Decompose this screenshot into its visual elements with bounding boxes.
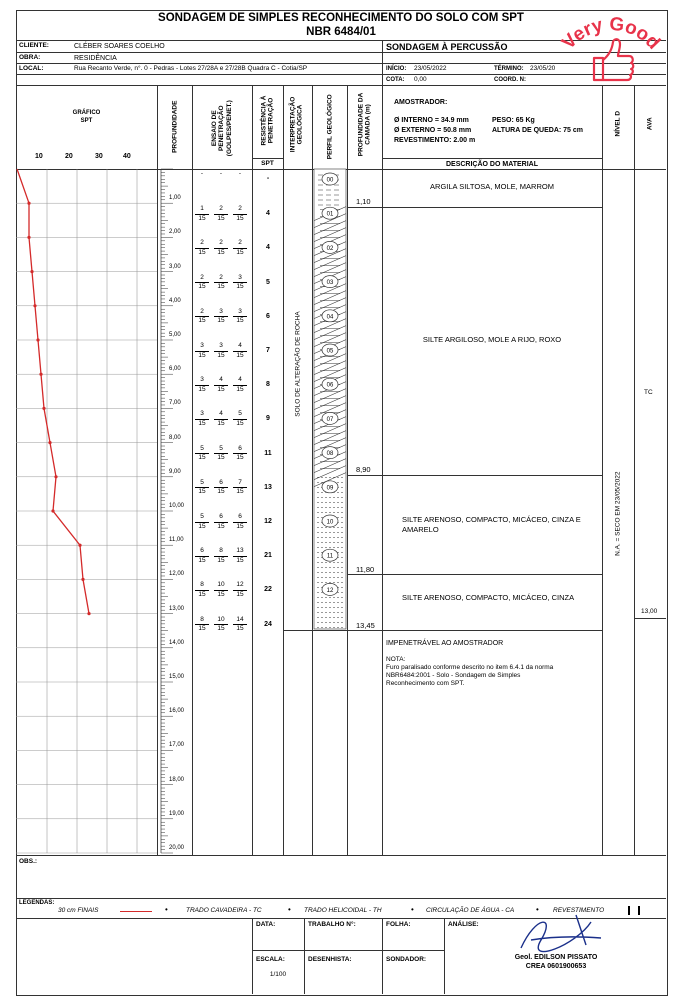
bullet-icon: • [288, 905, 291, 914]
layer-boundary [283, 630, 602, 631]
end-text-1: Furo paralisado conforme descrito no item 6.4.1 da norma [386, 664, 554, 671]
layer-depth-4: 13,45 [356, 621, 375, 630]
spt-point [42, 407, 45, 410]
spt-point [33, 304, 36, 307]
blow-count: $\frac{2}{15}$ [195, 309, 209, 325]
depth-label: 10,00 [169, 503, 185, 509]
spt-value: 13 [264, 483, 272, 491]
ensaio-heading: ENSAIO DE PENETRAÇÃO (GOLPES/PENET.) [210, 100, 233, 157]
spt-point [30, 270, 33, 273]
spt-grid [16, 169, 157, 853]
bullet-icon: • [411, 905, 414, 914]
layer-desc-3: SILTE ARENOSO, COMPACTO, MICÁCEO, CINZA E AMARELO [402, 515, 581, 534]
geological-profile [314, 169, 346, 629]
spt-point [39, 373, 42, 376]
interpretacao-text: SOLO DE ALTERAÇÃO DE ROCHA [294, 311, 302, 417]
end-nota: NOTA: [386, 656, 406, 663]
legend-ca: CIRCULAÇÃO DE ÁGUA - CA [426, 907, 515, 914]
blow-count: $\frac{5}{15}$ [214, 446, 228, 462]
layer-depth-2: 8,90 [356, 465, 371, 474]
spt-value: 8 [266, 381, 270, 389]
sample-number: 00 [326, 177, 334, 184]
depth-label: 18,00 [169, 776, 185, 783]
sample-number: 01 [326, 211, 334, 218]
profundidade-heading: PROFUNDIDADE [171, 100, 179, 153]
legend-th: TRADO HELICOIDAL - TH [304, 907, 382, 914]
spt-value: 11 [264, 449, 272, 457]
layer-boundary [347, 475, 602, 476]
inicio-value: 23/05/2022 [414, 65, 447, 72]
depth-label: 12,00 [169, 571, 185, 578]
tc-bottom-line [634, 618, 666, 619]
spt-value: 9 [266, 415, 270, 423]
escala-value: 1/100 [269, 971, 287, 978]
footer-col [444, 918, 445, 994]
interpretacao-heading: INTERPRETAÇÃO GEOLÓGICA [289, 96, 304, 153]
spt-value: 5 [266, 278, 270, 286]
descricao-heading: DESCRIÇÃO DO MATERIAL [445, 161, 539, 168]
layer-depth-3: 11,80 [356, 565, 375, 574]
blow-count: $\frac{6}{15}$ [214, 480, 228, 496]
blow-count: $\frac{6}{15}$ [233, 514, 247, 530]
blow-count: $\frac{6}{15}$ [195, 548, 209, 564]
revestimento-symbol-icon [628, 906, 630, 915]
blow-count: $\frac{8}{15}$ [195, 617, 209, 633]
blow-count: $\frac{4}{15}$ [214, 411, 228, 427]
blow-count: $\frac{3}{15}$ [233, 309, 247, 325]
layer-desc-2: SILTE ARGILOSO, MOLE A RIJO, ROXO [422, 335, 562, 344]
obra-label: OBRA: [19, 54, 41, 61]
spt-point [27, 236, 30, 239]
prof-camada-heading: PROFUNDIDADE DA CAMADA (m) [357, 92, 372, 157]
blow-count: $\frac{4}{15}$ [214, 377, 228, 393]
very-good-stamp [546, 6, 674, 84]
blow-count: $\frac{5}{15}$ [195, 514, 209, 530]
blow-count: - [200, 170, 204, 177]
blow-count: $\frac{8}{15}$ [214, 548, 228, 564]
depth-label: 2,00 [169, 229, 181, 236]
legend-revestimento: REVESTIMENTO [553, 907, 605, 914]
blow-count: $\frac{4}{15}$ [233, 343, 247, 359]
spt-value: 7 [266, 347, 270, 354]
depth-label: 5,00 [169, 332, 181, 338]
blow-count: $\frac{4}{15}$ [233, 377, 247, 393]
blow-count: $\frac{3}{15}$ [195, 411, 209, 427]
perfil-heading: PERFIL GEOLÓGICO [326, 94, 334, 160]
termino-label: TÉRMINO: [494, 66, 524, 72]
blow-count: $\frac{5}{15}$ [195, 446, 209, 462]
depth-label: 7,00 [169, 400, 181, 407]
spt-value: 6 [266, 312, 270, 320]
blow-count: $\frac{2}{15}$ [214, 275, 228, 291]
legendas-label: LEGENDAS: [19, 900, 55, 906]
blow-count: $\frac{3}{15}$ [233, 275, 247, 291]
legend-tc: TRADO CAVADEIRA - TC [186, 907, 262, 914]
blow-count: $\frac{2}{15}$ [214, 206, 228, 222]
depth-label: 14,00 [169, 639, 185, 646]
bullet-icon: • [536, 905, 539, 914]
blow-count: $\frac{12}{15}$ [233, 582, 247, 598]
depth-label: 15,00 [169, 674, 185, 680]
layer-depth-1: 1,10 [356, 197, 371, 206]
blow-count: - [219, 170, 223, 177]
spt-value: 24 [264, 620, 272, 628]
coord-label: COORD. N: [494, 77, 526, 83]
obs-label: OBS.: [19, 858, 38, 865]
footer-col [382, 918, 383, 994]
spt-point [81, 578, 84, 581]
depth-label: 3,00 [169, 263, 181, 270]
tick-20: 20 [65, 153, 73, 160]
amostrador-revestimento: REVESTIMENTO: 2.00 m [394, 137, 476, 144]
legend-red-line-icon [120, 911, 152, 912]
amostrador-altura: ALTURA DE QUEDA: 75 cm [492, 127, 584, 134]
sample-number: 03 [326, 280, 334, 287]
amostrador-peso: PESO: 65 Kg [492, 117, 535, 124]
amostrador-externo: Ø EXTERNO = 50.8 mm [394, 127, 472, 134]
amostrador-title: AMOSTRADOR: [394, 99, 448, 106]
spt-point [36, 338, 39, 341]
spt-chart [17, 169, 91, 615]
trabalho-label: TRABALHO N°: [308, 921, 356, 928]
depth-label: 20,00 [169, 845, 185, 851]
spt-heading: SPT [261, 160, 274, 167]
analise-label: ANÁLISE: [448, 921, 479, 928]
depth-label: 1,00 [169, 195, 181, 202]
sample-number: 08 [326, 451, 334, 458]
depth-label: 4,00 [169, 297, 181, 304]
blow-count: $\frac{3}{15}$ [214, 343, 228, 359]
spt-report-sheet [16, 10, 668, 996]
termino-value: 23/05/20 [530, 65, 556, 72]
spt-value: 22 [264, 586, 272, 594]
spt-value: 21 [264, 552, 272, 560]
escala-label: ESCALA: [256, 956, 285, 963]
end-text-2: NBR6484:2001 - Solo - Sondagem de Simples [386, 672, 521, 679]
cliente-label: CLIENTE: [19, 42, 49, 49]
resistencia-heading: RESISTÊNCIA À PENETRAÇÃO [260, 95, 275, 146]
tc-label: TC [644, 389, 653, 396]
blow-count: $\frac{14}{15}$ [233, 617, 247, 633]
blow-count: $\frac{2}{15}$ [233, 240, 247, 256]
nivel-heading: NÍVEL D [614, 110, 622, 137]
na-text: N.A. = SECO EM 23/05/2022 [614, 471, 622, 556]
sample-number: 10 [326, 519, 334, 526]
revestimento-symbol-icon [638, 906, 640, 915]
sample-number: 05 [326, 348, 334, 355]
ava-heading: AVA [646, 117, 654, 131]
spt-value: 4 [266, 210, 270, 218]
depth-label: 9,00 [169, 468, 181, 475]
layer-boundary [347, 207, 602, 208]
sondador-label: SONDADOR: [386, 956, 427, 963]
percussao-title: SONDAGEM À PERCUSSÃO [386, 42, 508, 52]
engineer-name: Geol. EDILSON PISSATO [514, 954, 598, 961]
blow-count: $\frac{6}{15}$ [233, 446, 247, 462]
thumbs-up-icon [546, 6, 674, 84]
blow-count: $\frac{10}{15}$ [214, 617, 228, 633]
spt-point [78, 544, 81, 547]
layer-desc-1: ARGILA SILTOSA, MOLE, MARROM [430, 182, 554, 191]
sample-number: 07 [326, 416, 334, 423]
local-value: Rua Recanto Verde, n°. 0 - Pedras - Lotes 27/28A e 27/28B Quadra C - Cotia/SP [74, 65, 308, 72]
data-label: DATA: [256, 921, 276, 928]
spt-value: 12 [264, 518, 272, 525]
end-text-3: Reconhecimento com SPT. [386, 680, 465, 687]
depth-label: 11,00 [169, 537, 184, 544]
blow-count: $\frac{2}{15}$ [195, 275, 209, 291]
spt-point [27, 202, 30, 205]
footer-col [304, 918, 305, 994]
blow-count: $\frac{2}{15}$ [214, 240, 228, 256]
stamp-text: Very Good [558, 13, 664, 54]
spt-value: 4 [266, 244, 270, 252]
spt-point [51, 509, 54, 512]
local-label: LOCAL: [19, 65, 44, 72]
inicio-label: INÍCIO: [386, 66, 407, 72]
sample-number: 12 [326, 587, 334, 594]
sample-number: 09 [326, 485, 334, 492]
report-norm: NBR 6484/01 [306, 26, 376, 38]
cliente-value: CLÉBER SOARES COELHO [74, 43, 165, 50]
spt-point [48, 441, 51, 444]
blow-count: $\frac{2}{15}$ [195, 240, 209, 256]
grafico-heading: GRÁFICO [72, 110, 101, 116]
spt-point [54, 475, 57, 478]
depth-label: 19,00 [169, 810, 185, 817]
depth-ticks [161, 169, 173, 853]
legend-top-line [16, 898, 666, 899]
spt-point [87, 612, 90, 615]
blow-count: $\frac{3}{15}$ [195, 343, 209, 359]
depth-label: 16,00 [169, 708, 185, 715]
signature-top-line [16, 918, 666, 919]
obra-value: RESIDÊNCIA [74, 55, 117, 62]
blow-count: $\frac{10}{15}$ [214, 582, 228, 598]
blow-count: $\frac{1}{15}$ [195, 206, 209, 222]
blow-count: $\frac{5}{15}$ [195, 480, 209, 496]
depth-label: 13,00 [169, 605, 185, 612]
layer-desc-4: SILTE ARENOSO, COMPACTO, MICÁCEO, CINZA [402, 593, 575, 602]
sample-number: 06 [326, 382, 334, 389]
amostrador-interno: Ø INTERNO = 34.9 mm [394, 117, 469, 124]
desenhista-label: DESENHISTA: [308, 956, 352, 963]
spt-line [17, 169, 89, 614]
sample-number: 04 [326, 314, 334, 321]
sample-number: 11 [326, 553, 334, 560]
legend-30cm: 30 cm FINAIS [58, 907, 99, 914]
sample-number: 02 [326, 245, 334, 252]
cota-label: COTA: [386, 77, 405, 83]
tick-10: 10 [35, 153, 43, 160]
grafico-sub: SPT [80, 118, 93, 124]
blow-count: $\frac{7}{15}$ [233, 480, 247, 496]
footer-mid-line [252, 950, 444, 951]
depth-label: 17,00 [169, 742, 185, 749]
report-title: SONDAGEM DE SIMPLES RECONHECIMENTO DO SOLO COM SPT [158, 12, 524, 24]
depth-label: 6,00 [169, 366, 181, 373]
depth-label: 8,00 [169, 434, 181, 441]
blow-count: $\frac{8}{15}$ [195, 582, 209, 598]
engineer-crea: CREA 0601900653 [525, 963, 587, 970]
blow-count: $\frac{6}{15}$ [214, 514, 228, 530]
blow-count: - [238, 170, 242, 177]
folha-label: FOLHA: [386, 921, 411, 928]
tc-depth: 13,00 [641, 608, 658, 615]
spt-value: - [266, 175, 270, 182]
blow-count: $\frac{13}{15}$ [233, 548, 247, 564]
obs-top-line [16, 855, 666, 856]
blow-count: $\frac{5}{15}$ [233, 411, 247, 427]
blow-count: $\frac{2}{15}$ [233, 206, 247, 222]
blow-count: $\frac{3}{15}$ [214, 309, 228, 325]
footer-col [252, 918, 253, 994]
drawing-layer [16, 10, 668, 996]
bullet-icon: • [165, 905, 168, 914]
blow-count: $\frac{3}{15}$ [195, 377, 209, 393]
end-title: IMPENETRÁVEL AO AMOSTRADOR [386, 640, 504, 647]
cota-value: 0,00 [414, 76, 427, 83]
tick-30: 30 [95, 153, 103, 160]
layer-boundary [347, 574, 602, 575]
tick-40: 40 [123, 153, 131, 160]
